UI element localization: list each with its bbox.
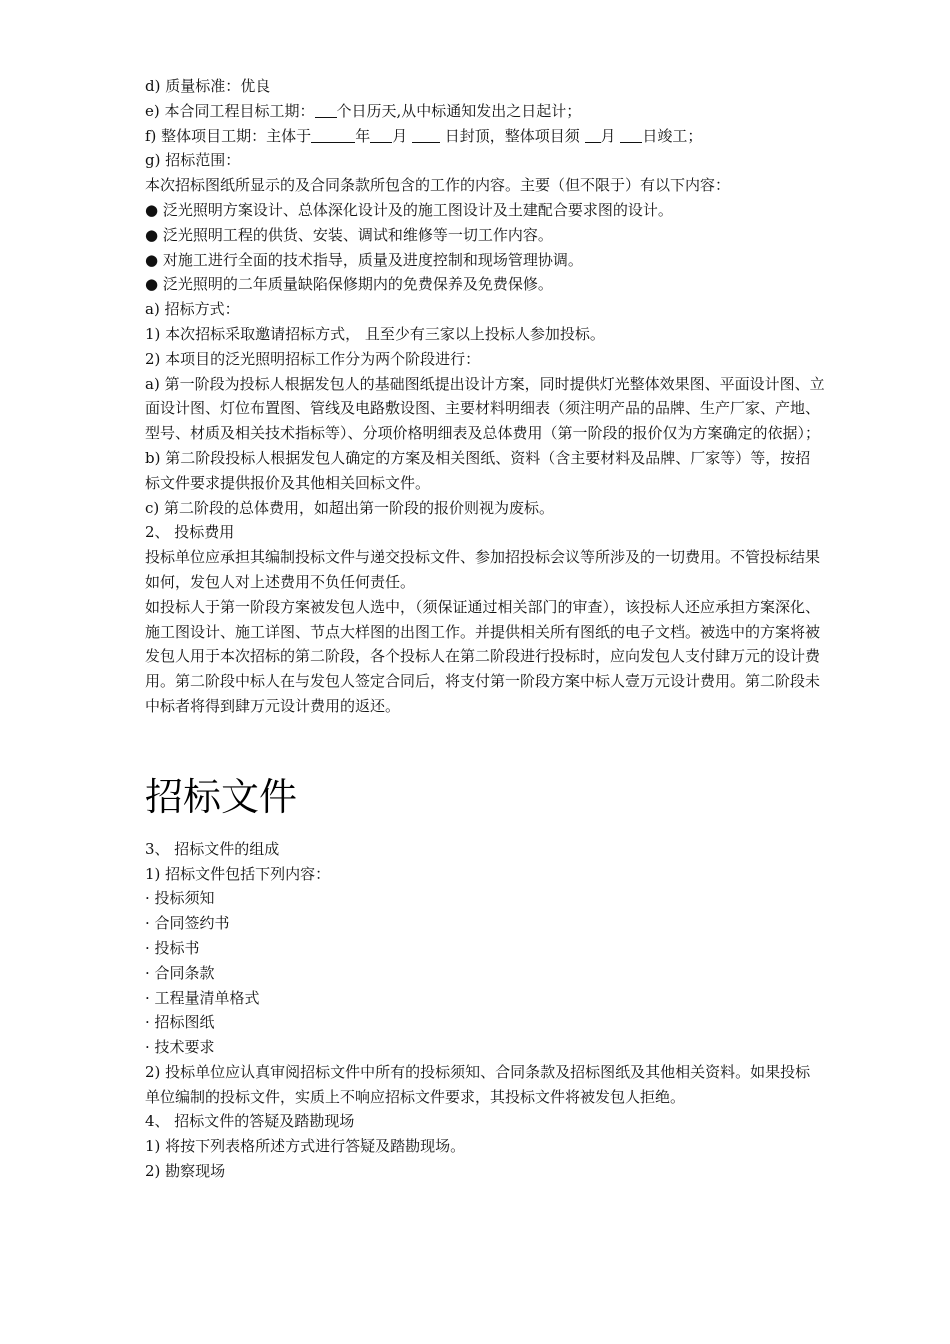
- bullet-item: ● 泛光照明方案设计、总体深化设计及的施工图设计及土建配合要求图的设计。: [145, 200, 673, 219]
- blank-field: [620, 127, 642, 143]
- list-item: · 工程量清单格式: [145, 988, 260, 1007]
- method-label: a) 招标方式：: [145, 300, 240, 319]
- overall-period-label: f) 整体项目工期：主体于: [145, 126, 312, 145]
- stage-b-paragraph: b) 第二阶段投标人根据发包人确定的方案及相关图纸、资料（含主要材料及品牌、厂家等）等，按招标文件要求提供报价及其他相关回标文件。: [145, 448, 811, 492]
- topping-text: 日封顶，整体项目须: [440, 126, 585, 145]
- blank-field: [412, 127, 440, 143]
- year-text: 年: [355, 126, 371, 145]
- month-text: 月: [600, 126, 621, 145]
- section-heading: 招标文件: [145, 774, 298, 819]
- list-item: · 投标书: [145, 938, 200, 957]
- qa-item: 2) 勘察现场: [145, 1162, 226, 1181]
- stage-c-paragraph: c) 第二阶段的总体费用，如超出第一阶段的报价则视为废标。: [145, 498, 555, 517]
- stage-a-paragraph: a) 第一阶段为投标人根据发包人的基础图纸提出设计方案，同时提供灯光整体效果图、平面设计图、立面设计图、灯位布置图、管线及电路敷设图、主要材料明细表（须注明产品的品牌、生产厂家、产地、型号、材质及相关技术指标等）、分项价格明细表及总体费用（第一阶段的报价仅为方案确定的依据）；: [145, 374, 825, 443]
- list-item: · 合同签约书: [145, 914, 230, 933]
- method-item: 1) 本次招标采取邀请招标方式， 且至少有三家以上投标人参加投标。: [145, 324, 605, 343]
- target-period-label: e) 本合同工程目标工期：: [145, 101, 315, 120]
- scope-intro: 本次招标图纸所显示的及合同条款所包含的工作的内容。主要（但不限于）有以下内容：: [145, 176, 731, 195]
- cost-paragraph-1: 投标单位应承担其编制投标文件与递交投标文件、参加招投标会议等所涉及的一切费用。不管投标结果如何，发包人对上述费用不负任何责任。: [145, 548, 821, 591]
- document-page: [145, 74, 825, 1184]
- scope-label: g) 招标范围：: [145, 151, 241, 170]
- bullet-item: ● 泛光照明的二年质量缺陷保修期内的免费保养及免费保修。: [145, 275, 553, 294]
- blank-field: [311, 127, 355, 143]
- list-item: · 招标图纸: [145, 1013, 215, 1032]
- blank-field: [585, 127, 601, 143]
- review-paragraph: 2) 投标单位应认真审阅招标文件中所有的投标须知、合同条款及招标图纸及其他相关资料。如果投标单位编制的投标文件，实质上不响应招标文件要求，其投标文件将被发包人拒绝。: [145, 1062, 811, 1106]
- month-text: 月: [392, 126, 408, 145]
- list-item: · 技术要求: [145, 1038, 215, 1057]
- bullet-item: ● 对施工进行全面的技术指导，质量及进度控制和现场管理协调。: [145, 250, 583, 269]
- list-item: · 合同条款: [145, 963, 215, 982]
- qa-item: 1) 将按下列表格所述方式进行答疑及踏勘现场。: [145, 1137, 466, 1156]
- method-item: 2) 本项目的泛光照明招标工作分为两个阶段进行：: [145, 349, 481, 368]
- composition-intro: 1) 招标文件包括下列内容：: [145, 864, 331, 883]
- blank-field: [370, 127, 392, 143]
- cost-paragraph-2: 如投标人于第一阶段方案被发包人选中，（须保证通过相关部门的审查），该投标人还应承担方案深化、施工图设计、施工详图、节点大样图的出图工作。并提供相关所有图纸的电子文档。被选中的方案将被发包人用于本次招标的第二阶段，各个投标人在第二阶段进行投标时，应向发包人支付肆万元的设计费用。第二阶段中标人在与发包人签定合同后，将支付第一阶段方案中标人壹万元设计费用。第二阶段未中标者将得到肆万元设计费用的返还。: [145, 597, 821, 715]
- qa-title: 4、 招标文件的答疑及踏勘现场: [145, 1112, 355, 1131]
- composition-title: 3、 招标文件的组成: [145, 839, 280, 858]
- target-period-line: [145, 99, 825, 124]
- overall-period-line: [145, 124, 825, 149]
- bullet-item: ● 泛光照明工程的供货、安装、调试和维修等一切工作内容。: [145, 225, 553, 244]
- blank-field: [315, 102, 337, 118]
- cost-title: 2、 投标费用: [145, 523, 235, 542]
- target-period-text: 个日历天,从中标通知发出之日起计；: [336, 101, 582, 120]
- list-item: · 投标须知: [145, 889, 215, 908]
- completion-text: 日竣工；: [642, 126, 703, 145]
- quality-line: d) 质量标准：优良: [145, 77, 271, 95]
- section-spacer: [145, 719, 825, 771]
